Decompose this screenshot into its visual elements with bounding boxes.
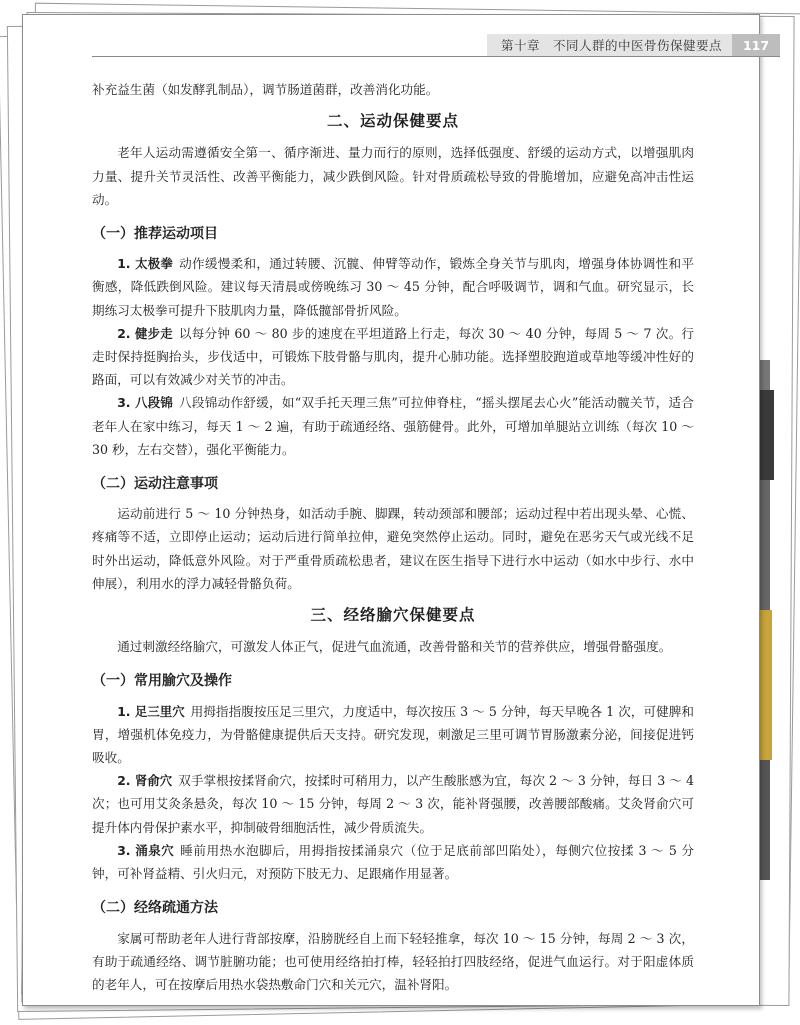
section-intro: 老年人运动需遵循安全第一、循序渐进、量力而行的原则，选择低强度、舒缓的运动方式，以增强肌肉力量、提升关节灵活性、改善平衡能力，减少跌倒风险。针对骨质疏松导致的骨脆增加，应避免高冲击性运动。 xyxy=(92,145,694,207)
item-text: 八段锦动作舒缓，如“双手托天理三焦”可拉伸脊柱，“摇头摆尾去心火”能活动髋关节，适合老年人在家中练习，每天 1 ～ 2 遍，有助于疏通经络、强筋健骨。此外，可增加单腿站立训练（每次 10 ～ 30 秒，左右交替），强化平衡能力。 xyxy=(92,395,694,457)
list-item xyxy=(92,252,694,322)
page-edge-strip xyxy=(760,360,770,390)
section-intro: 通过刺激经络腧穴，可激发人体正气，促进气血流通，改善骨骼和关节的营养供应，增强骨骼强度。 xyxy=(117,639,672,655)
section-heading: 三、经络腧穴保健要点 xyxy=(310,606,476,625)
paragraph: 家属可帮助老年人进行背部按摩，沿膀胱经自上而下轻轻推拿，每次 10 ～ 15 分钟，每周 2 ～ 3 次，有助于疏通经络、调节脏腑功能；也可使用经络拍打棒，轻轻拍打四肢经络，促进气血运行。对于阳虚体质的老年人，可在按摩后用热水袋热敷命门穴和关元穴，温补肾阳。 xyxy=(92,930,694,992)
item-text: 睡前用热水泡脚后，用拇指按揉涌泉穴（位于足底前部凹陷处），每侧穴位按揉 3 ～ 5 分钟，可补肾益精、引火归元，对预防下肢无力、足跟痛作用显著。 xyxy=(92,842,694,882)
item-text: 动作缓慢柔和，通过转腰、沉髋、伸臂等动作，锻炼全身关节与肌肉，增强身体协调性和平衡感，降低跌倒风险。建议每天清晨或傍晚练习 30 ～ 45 分钟，配合呼吸调节，调和气血。研究显示，长期练习太极拳可提升下肢肌肉力量，降低髋部骨折风险。 xyxy=(92,256,694,318)
list-item xyxy=(92,839,694,885)
page-edge-strip xyxy=(760,760,770,880)
list-item xyxy=(92,322,694,392)
page-edge-strip xyxy=(760,610,772,760)
page-body xyxy=(92,78,694,996)
item-text: 用拇指指腹按压足三里穴，力度适中，每次按压 3 ～ 5 分钟，每天早晚各 1 次，可健脾和胃，增强机体免疫力，为骨骼健康提供后天支持。研究发现，刺激足三里可调节胃肠激素分泌，间接促进钙吸收。 xyxy=(92,703,694,766)
page-edge-strip xyxy=(760,480,770,610)
item-lead: 2. 健步走 xyxy=(117,325,173,341)
item-text: 双手掌根按揉肾俞穴，按揉时可稍用力，以产生酸胀感为宜，每次 2 ～ 3 分钟，每日 3 ～ 4 次；也可用艾灸条悬灸，每次 10 ～ 15 分钟，每周 2 ～ 3 次，能补肾强腰，改善腰部酸痛。艾灸肾俞穴可提升体内骨保护素水平，抑制破骨细胞活性，减少骨质流失。 xyxy=(92,773,694,835)
page-edge-strip xyxy=(760,390,774,480)
item-lead: 1. 足三里穴 xyxy=(117,703,185,719)
item-lead: 3. 八段锦 xyxy=(117,395,174,411)
chapter-title: 第十章 不同人群的中医骨伤保健要点 xyxy=(487,34,732,56)
subsection-heading: （二）运动注意事项 xyxy=(92,476,218,493)
intro-line: 补充益生菌（如发酵乳制品），调节肠道菌群，改善消化功能。 xyxy=(92,82,439,97)
header-rule xyxy=(92,56,780,57)
list-item xyxy=(92,391,694,461)
subsection-heading: （一）推荐运动项目 xyxy=(92,226,218,243)
section-heading: 二、运动保健要点 xyxy=(326,112,459,131)
item-lead: 1. 太极拳 xyxy=(117,256,174,272)
list-item xyxy=(92,769,694,839)
item-text: 以每分钟 60 ～ 80 步的速度在平坦道路上行走，每次 30 ～ 40 分钟，每周 5 ～ 7 次。行走时保持挺胸抬头，步伐适中，可锻炼下肢骨骼与肌肉，提升心肺功能。选择塑胶跑道或草地等缓冲性好的路面，可以有效减少对关节的冲击。 xyxy=(92,325,694,388)
item-lead: 3. 涌泉穴 xyxy=(117,842,175,858)
subsection-heading: （二）经络疏通方法 xyxy=(92,900,218,917)
item-lead: 2. 肾俞穴 xyxy=(117,773,173,789)
running-header xyxy=(487,34,780,56)
page-number: 117 xyxy=(732,34,780,56)
paragraph: 运动前进行 5 ～ 10 分钟热身，如活动手腕、脚踝，转动颈部和腰部；运动过程中若出现头晕、心慌、疼痛等不适，立即停止运动；运动后进行简单拉伸，避免突然停止运动。同时，避免在恶劣天气或光线不足时外出运动，降低意外风险。对于严重骨质疏松患者，建议在医生指导下进行水中运动（如水中步行、水中伸展），利用水的浮力减轻骨骼负荷。 xyxy=(92,506,694,591)
list-item xyxy=(92,700,694,770)
subsection-heading: （一）常用腧穴及操作 xyxy=(92,673,232,690)
